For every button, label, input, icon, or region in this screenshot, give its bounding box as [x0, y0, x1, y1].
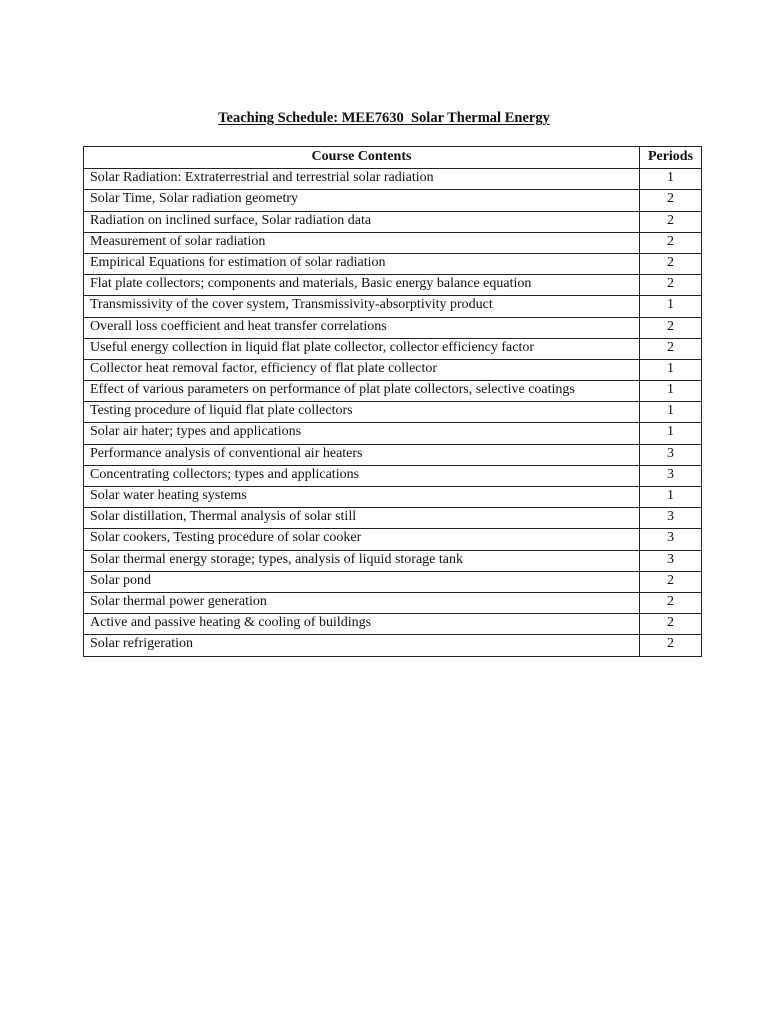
course-topic-cell: Useful energy collection in liquid flat plate collector, collector efficiency factor: [84, 338, 640, 359]
course-topic-cell: Solar Time, Solar radiation geometry: [84, 190, 640, 211]
course-topic-cell: Solar Radiation: Extraterrestrial and terrestrial solar radiation: [84, 169, 640, 190]
table-row: [84, 592, 702, 613]
header-periods: Periods: [640, 147, 702, 169]
periods-cell: 3: [640, 508, 702, 529]
periods-cell: 2: [640, 275, 702, 296]
course-topic-cell: Solar thermal power generation: [84, 592, 640, 613]
periods-cell: 2: [640, 592, 702, 613]
periods-cell: 2: [640, 190, 702, 211]
table-row: [84, 487, 702, 508]
periods-cell: 2: [640, 571, 702, 592]
table-header-row: [84, 147, 702, 169]
periods-cell: 1: [640, 487, 702, 508]
periods-cell: 2: [640, 635, 702, 656]
periods-cell: 1: [640, 423, 702, 444]
periods-cell: 2: [640, 253, 702, 274]
table-row: [84, 465, 702, 486]
table-row: [84, 211, 702, 232]
periods-cell: 3: [640, 465, 702, 486]
course-topic-cell: Effect of various parameters on performance of plat plate collectors, selective coatings: [84, 381, 640, 402]
table-row: [84, 253, 702, 274]
course-topic-cell: Testing procedure of liquid flat plate collectors: [84, 402, 640, 423]
table-row: [84, 402, 702, 423]
periods-cell: 1: [640, 169, 702, 190]
course-topic-cell: Overall loss coefficient and heat transfer correlations: [84, 317, 640, 338]
table-row: [84, 444, 702, 465]
periods-cell: 3: [640, 529, 702, 550]
course-topic-cell: Solar refrigeration: [84, 635, 640, 656]
teaching-schedule-table: [83, 146, 702, 657]
table-row: [84, 381, 702, 402]
table-row: [84, 571, 702, 592]
course-topic-cell: Solar water heating systems: [84, 487, 640, 508]
course-topic-cell: Solar distillation, Thermal analysis of solar still: [84, 508, 640, 529]
periods-cell: 2: [640, 338, 702, 359]
header-course-contents: Course Contents: [84, 147, 640, 169]
periods-cell: 1: [640, 381, 702, 402]
course-topic-cell: Concentrating collectors; types and applications: [84, 465, 640, 486]
periods-cell: 1: [640, 402, 702, 423]
table-row: [84, 423, 702, 444]
course-topic-cell: Collector heat removal factor, efficiency of flat plate collector: [84, 359, 640, 380]
course-topic-cell: Solar thermal energy storage; types, analysis of liquid storage tank: [84, 550, 640, 571]
table-row: [84, 359, 702, 380]
course-topic-cell: Flat plate collectors; components and materials, Basic energy balance equation: [84, 275, 640, 296]
course-topic-cell: Performance analysis of conventional air heaters: [84, 444, 640, 465]
table-row: [84, 169, 702, 190]
table-row: [84, 232, 702, 253]
table-body: [84, 169, 702, 656]
course-topic-cell: Measurement of solar radiation: [84, 232, 640, 253]
table-row: [84, 317, 702, 338]
table-row: [84, 296, 702, 317]
periods-cell: 1: [640, 296, 702, 317]
course-topic-cell: Solar cookers, Testing procedure of solar cooker: [84, 529, 640, 550]
table-row: [84, 614, 702, 635]
periods-cell: 3: [640, 444, 702, 465]
course-topic-cell: Transmissivity of the cover system, Transmissivity-absorptivity product: [84, 296, 640, 317]
course-topic-cell: Active and passive heating & cooling of buildings: [84, 614, 640, 635]
periods-cell: 2: [640, 317, 702, 338]
periods-cell: 2: [640, 211, 702, 232]
document-title: Teaching Schedule: MEE7630 Solar Thermal Energy: [218, 110, 550, 126]
table-row: [84, 338, 702, 359]
table-row: [84, 508, 702, 529]
periods-cell: 2: [640, 614, 702, 635]
periods-cell: 3: [640, 550, 702, 571]
periods-cell: 1: [640, 359, 702, 380]
course-topic-cell: Solar pond: [84, 571, 640, 592]
course-topic-cell: Radiation on inclined surface, Solar radiation data: [84, 211, 640, 232]
course-topic-cell: Solar air hater; types and applications: [84, 423, 640, 444]
table-row: [84, 635, 702, 656]
table-row: [84, 529, 702, 550]
course-topic-cell: Empirical Equations for estimation of solar radiation: [84, 253, 640, 274]
table-row: [84, 275, 702, 296]
table-row: [84, 550, 702, 571]
table-row: [84, 190, 702, 211]
periods-cell: 2: [640, 232, 702, 253]
